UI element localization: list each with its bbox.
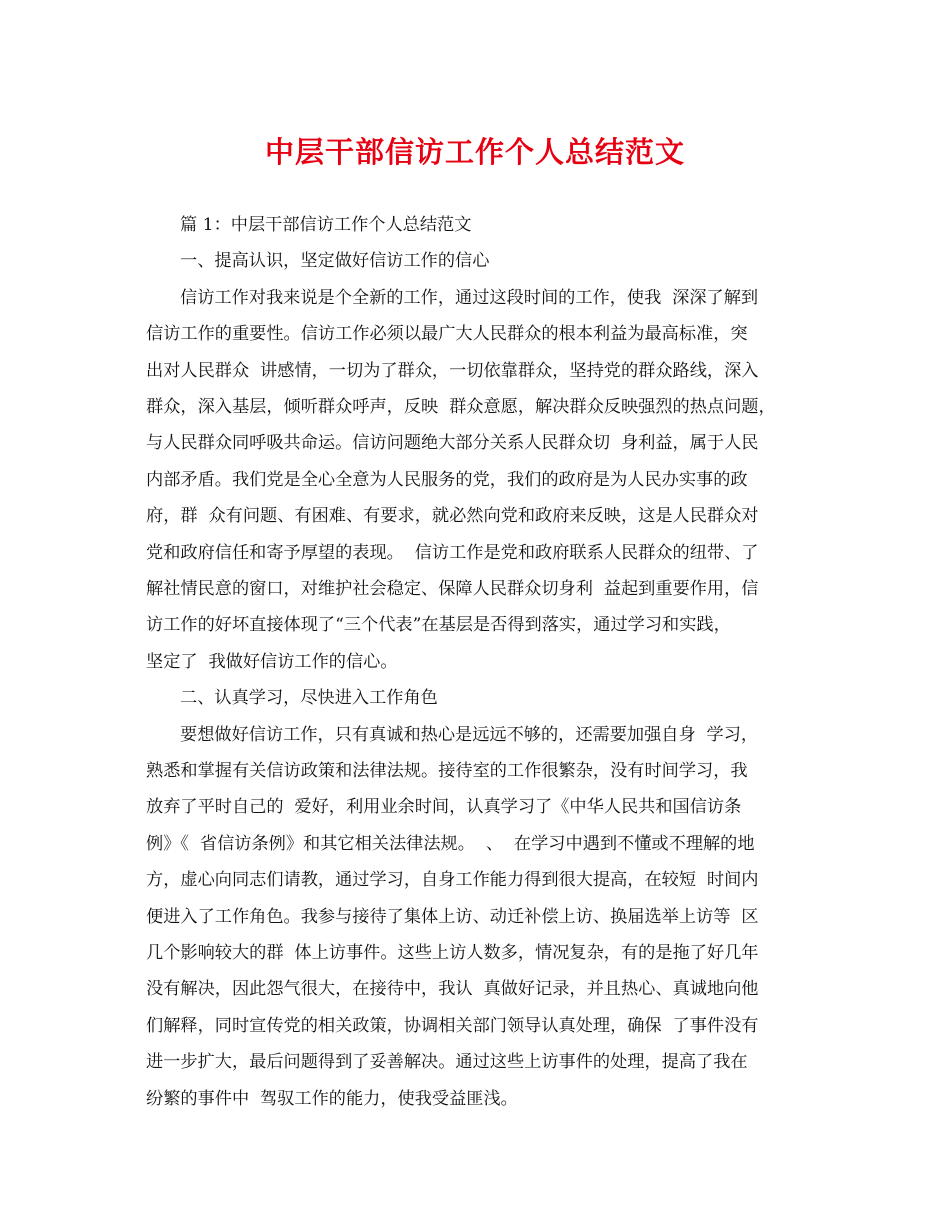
paragraph-line: 二、认真学习，尽快进入工作角色	[180, 688, 438, 709]
paragraph-line: 例》《 省信访条例》和其它相关法律法规。 、 在学习中遇到不懂或不理解的地	[146, 833, 755, 854]
paragraph-line: 便进入了工作角色。我参与接待了集体上访、动迁补偿上访、换届选举上访等 区	[146, 906, 759, 927]
paragraph-line: 纷繁的事件中 驾驭工作的能力，使我受益匪浅。	[146, 1088, 518, 1109]
paragraph-line: 放弃了平时自己的 爱好，利用业余时间，认真学习了《中华人民共和国信访条	[146, 797, 742, 818]
document-title: 中层干部信访工作个人总结范文	[264, 135, 685, 169]
paragraph-line: 信访工作对我来说是个全新的工作，通过这段时间的工作，使我 深深了解到	[180, 287, 759, 308]
paragraph-line: 们解释，同时宣传党的相关政策，协调相关部门领导认真处理，确保 了事件没有	[146, 1015, 759, 1036]
paragraph-line: 信访工作的重要性。信访工作必须以最广大人民群众的根本利益为最高标准，突	[146, 324, 748, 345]
paragraph-line: 解社情民意的窗口，对维护社会稳定、保障人民群众切身利 益起到重要作用，信	[146, 579, 759, 599]
paragraph-line: 方，虚心向同志们请教，通过学习，自身工作能力得到很大提高，在较短 时间内	[146, 870, 759, 891]
paragraph-line: 访工作的好坏直接体现了“三个代表”在基层是否得到落实，通过学习和实践，	[146, 615, 731, 636]
paragraph-line: 篇 1：中层干部信访工作个人总结范文	[180, 215, 472, 235]
paragraph-line: 内部矛盾。我们党是全心全意为人民服务的党，我们的政府是为人民办实事的政	[146, 469, 748, 490]
paragraph-line: 熟悉和掌握有关信访政策和法律法规。接待室的工作很繁杂，没有时间学习，我	[146, 761, 748, 781]
paragraph-line: 几个影响较大的群 体上访事件。这些上访人数多，情况复杂，有的是拖了好几年	[146, 943, 759, 963]
paragraph-line: 府，群 众有问题、有困难、有要求，就必然向党和政府来反映，这是人民群众对	[146, 506, 759, 527]
paragraph-line: 与人民群众同呼吸共命运。信访问题绝大部分关系人民群众切 身利益，属于人民	[146, 433, 759, 454]
paragraph-line: 一、提高认识，坚定做好信访工作的信心	[180, 251, 490, 272]
paragraph-line: 坚定了 我做好信访工作的信心。	[146, 651, 398, 672]
paragraph-line: 群众，深入基层，倾听群众呼声，反映 群众意愿，解决群众反映强烈的热点问题，	[146, 397, 776, 417]
paragraph-line: 要想做好信访工作，只有真诚和热心是远远不够的，还需要加强自身 学习，	[180, 724, 759, 745]
paragraph-line: 没有解决，因此怨气很大，在接待中，我认 真做好记录，并且热心、真诚地向他	[146, 979, 759, 1000]
paragraph-line: 党和政府信任和寄予厚望的表现。 信访工作是党和政府联系人民群众的纽带、了	[146, 542, 759, 563]
paragraph-line: 出对人民群众 讲感情，一切为了群众，一切依靠群众，坚持党的群众路线，深入	[146, 360, 759, 381]
paragraph-line: 进一步扩大，最后问题得到了妥善解决。通过这些上访事件的处理，提高了我在	[146, 1052, 748, 1073]
